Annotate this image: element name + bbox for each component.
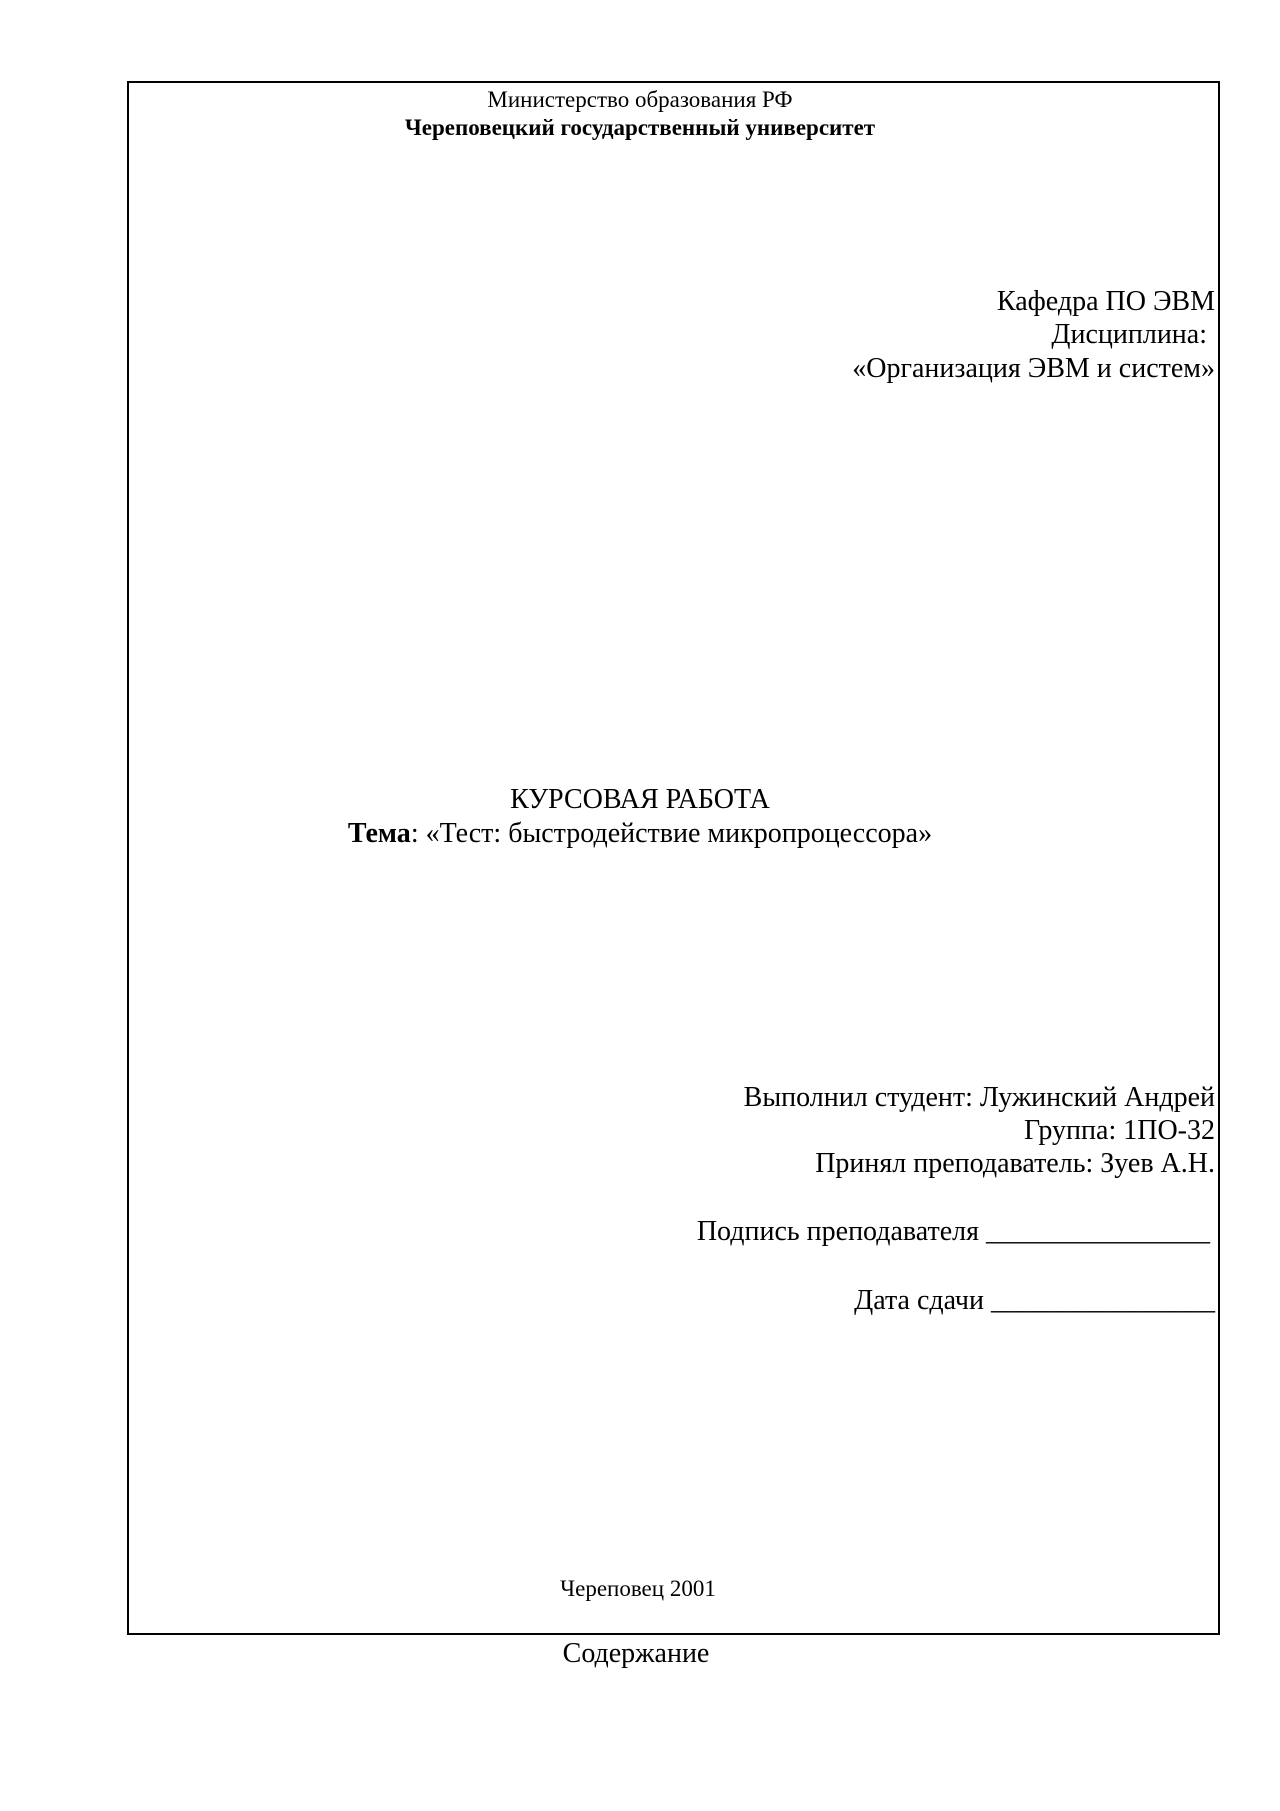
discipline-label: Дисциплина: <box>1051 319 1207 350</box>
work-type-title: КУРСОВАЯ РАБОТА <box>510 784 770 815</box>
topic-text: : «Тест: быстродействие микропроцессора» <box>410 818 933 849</box>
university-name: Череповецкий государственный университет <box>404 115 876 140</box>
contents-heading: Содержание <box>562 1638 710 1669</box>
submission-date-line: Дата сдачи ________________ <box>854 1285 1215 1316</box>
city-year: Череповец 2001 <box>560 1576 716 1601</box>
group-credit: Группа: 1ПО-32 <box>1024 1115 1215 1146</box>
topic-label: Тема <box>347 818 411 849</box>
ministry-name: Министерство образования РФ <box>487 87 793 112</box>
department-chair: Кафедра ПО ЭВМ <box>996 286 1215 317</box>
work-topic <box>0 820 1280 848</box>
signature-line: Подпись преподавателя ________________ <box>696 1216 1210 1247</box>
teacher-credit: Принял преподаватель: Зуев А.Н. <box>815 1148 1215 1179</box>
discipline-name: «Организация ЭВМ и систем» <box>852 353 1215 384</box>
student-credit: Выполнил студент: Лужинский Андрей <box>743 1082 1215 1113</box>
